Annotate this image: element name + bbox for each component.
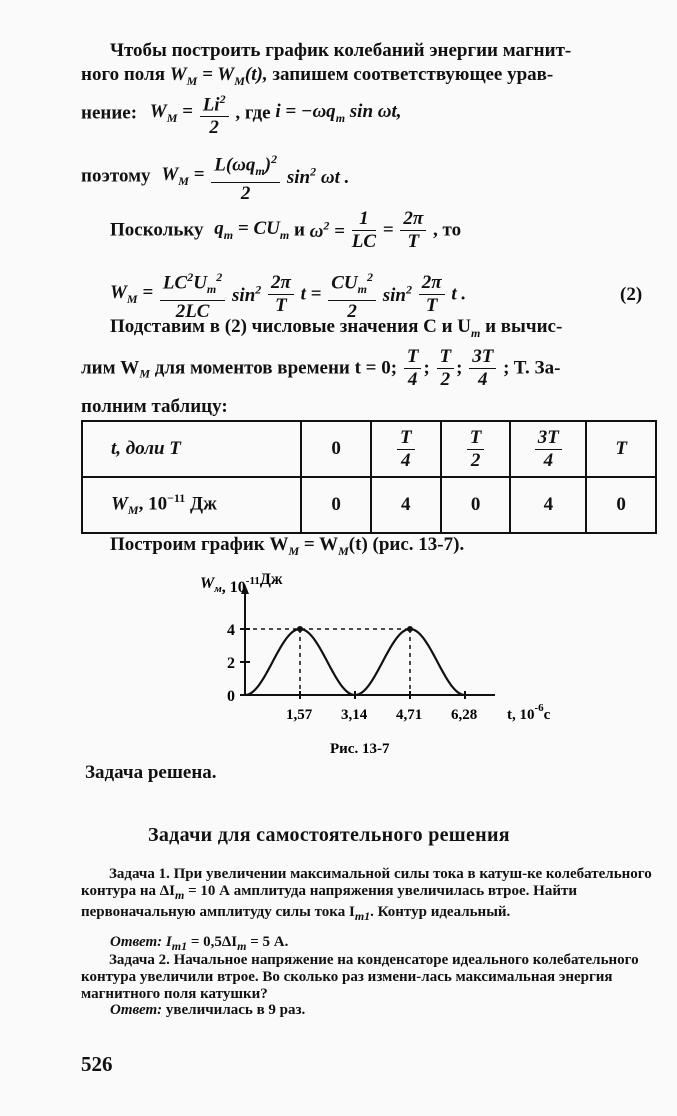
build-graph-line: Построим график $W_M = W_M(t)$ (рис. 13-7). (110, 534, 465, 558)
equation-3: Поскольку $q_m = CU_m$ и $\omega^2$ = $\frac{1}{LC}$ = $\frac{2\pi}{T}$ , то (110, 208, 462, 252)
equation-number: (2) (620, 284, 643, 305)
equation-1: нение: $W_M$ = $\frac{Li^2}{2}$ , где $i = -\omega q_m$ sin ωt, (81, 88, 402, 139)
table-cell: 0 (301, 421, 371, 477)
x-tick-label: 3,14 (341, 707, 368, 723)
equation-4: $W_M$ = $\frac{LC^2U_m^2}{2LC}$ $\sin^2$ $\frac{2\pi}{T}$ t = $\frac{CU_m^2}{2}$ $\sin^2$ $\frac{2\pi}{T}$ t . (110, 266, 466, 323)
energy-curve (245, 629, 465, 695)
values-table (81, 420, 657, 534)
energy-chart (190, 560, 610, 760)
y-tick-label: 0 (227, 688, 235, 705)
section-heading: Задачи для самостоятельного решения (148, 824, 510, 846)
task-1: Задача 1. При увеличении максимальной силы тока в катуш-ке колебательного контура на $\Delta I_m = 10$ А амплитуда напряжения увеличилась втрое. Найти первоначальную амплитуду силы тока $I_{m1}$. Контур идеальный. (81, 866, 652, 923)
x-tick-label: 1,57 (286, 707, 313, 723)
task-1-answer: Ответ: $I_{m1} = 0,5\Delta I_m = 5$ А. (110, 934, 289, 953)
table-header-w: $W_M$, $10^{-11}$ Дж (82, 477, 301, 533)
solved-text: Задача решена. (85, 762, 217, 783)
task-2: Задача 2. Начальное напряжение на конденсаторе идеального колебательного контура увеличили втрое. Во сколько раз измени-лась максимальная энергия магнитного поля катушки? (81, 952, 639, 1002)
table-row (82, 477, 656, 533)
table-cell: 0 (586, 477, 656, 533)
substitute-line-1: Подставим в (2) числовые значения C и $U_m$ и вычис- (110, 316, 563, 340)
y-tick-label: 4 (227, 622, 235, 639)
table-cell: 0 (301, 477, 371, 533)
equation-2: поэтому $W_M$ = $\frac{L(\omega q_m)^2}{2}$ $\sin^2 \omega t$ . (81, 148, 349, 205)
task-2-answer: Ответ: увеличилась в 9 раз. (110, 1002, 306, 1018)
intro-line-2: ного поля $W_M = W_M(t)$, запишем соответствующее урав- (81, 64, 554, 88)
x-axis-label: t, $10^{-6}с$ (507, 702, 551, 723)
intro-line-1: Чтобы построить график колебаний энергии магнит- (110, 40, 572, 61)
table-cell: 4 (510, 477, 586, 533)
y-axis-label: $W_м$, $10^{-11}Дж$ (200, 571, 283, 596)
table-row (82, 421, 656, 477)
substitute-line-3: полним таблицу: (81, 396, 228, 417)
table-header-t: t, доли T (82, 421, 301, 477)
table-cell: $\frac{T}{2}$ (441, 421, 511, 477)
x-tick-label: 4,71 (396, 707, 423, 723)
table-cell: $\frac{T}{4}$ (371, 421, 441, 477)
table-cell: 0 (441, 477, 511, 533)
table-cell: T (586, 421, 656, 477)
figure-caption: Рис. 13-7 (330, 741, 390, 757)
x-tick-label: 6,28 (451, 707, 478, 723)
page-number: 526 (81, 1052, 113, 1076)
y-tick-label: 2 (227, 655, 235, 672)
table-cell: 4 (371, 477, 441, 533)
table-cell: $\frac{3T}{4}$ (510, 421, 586, 477)
substitute-line-2: лим $W_M$ для моментов времени t = 0; $\frac{T}{4}$ ; $\frac{T}{2}$ ; $\frac{3T}{4}$ ; T. За- (81, 346, 561, 390)
